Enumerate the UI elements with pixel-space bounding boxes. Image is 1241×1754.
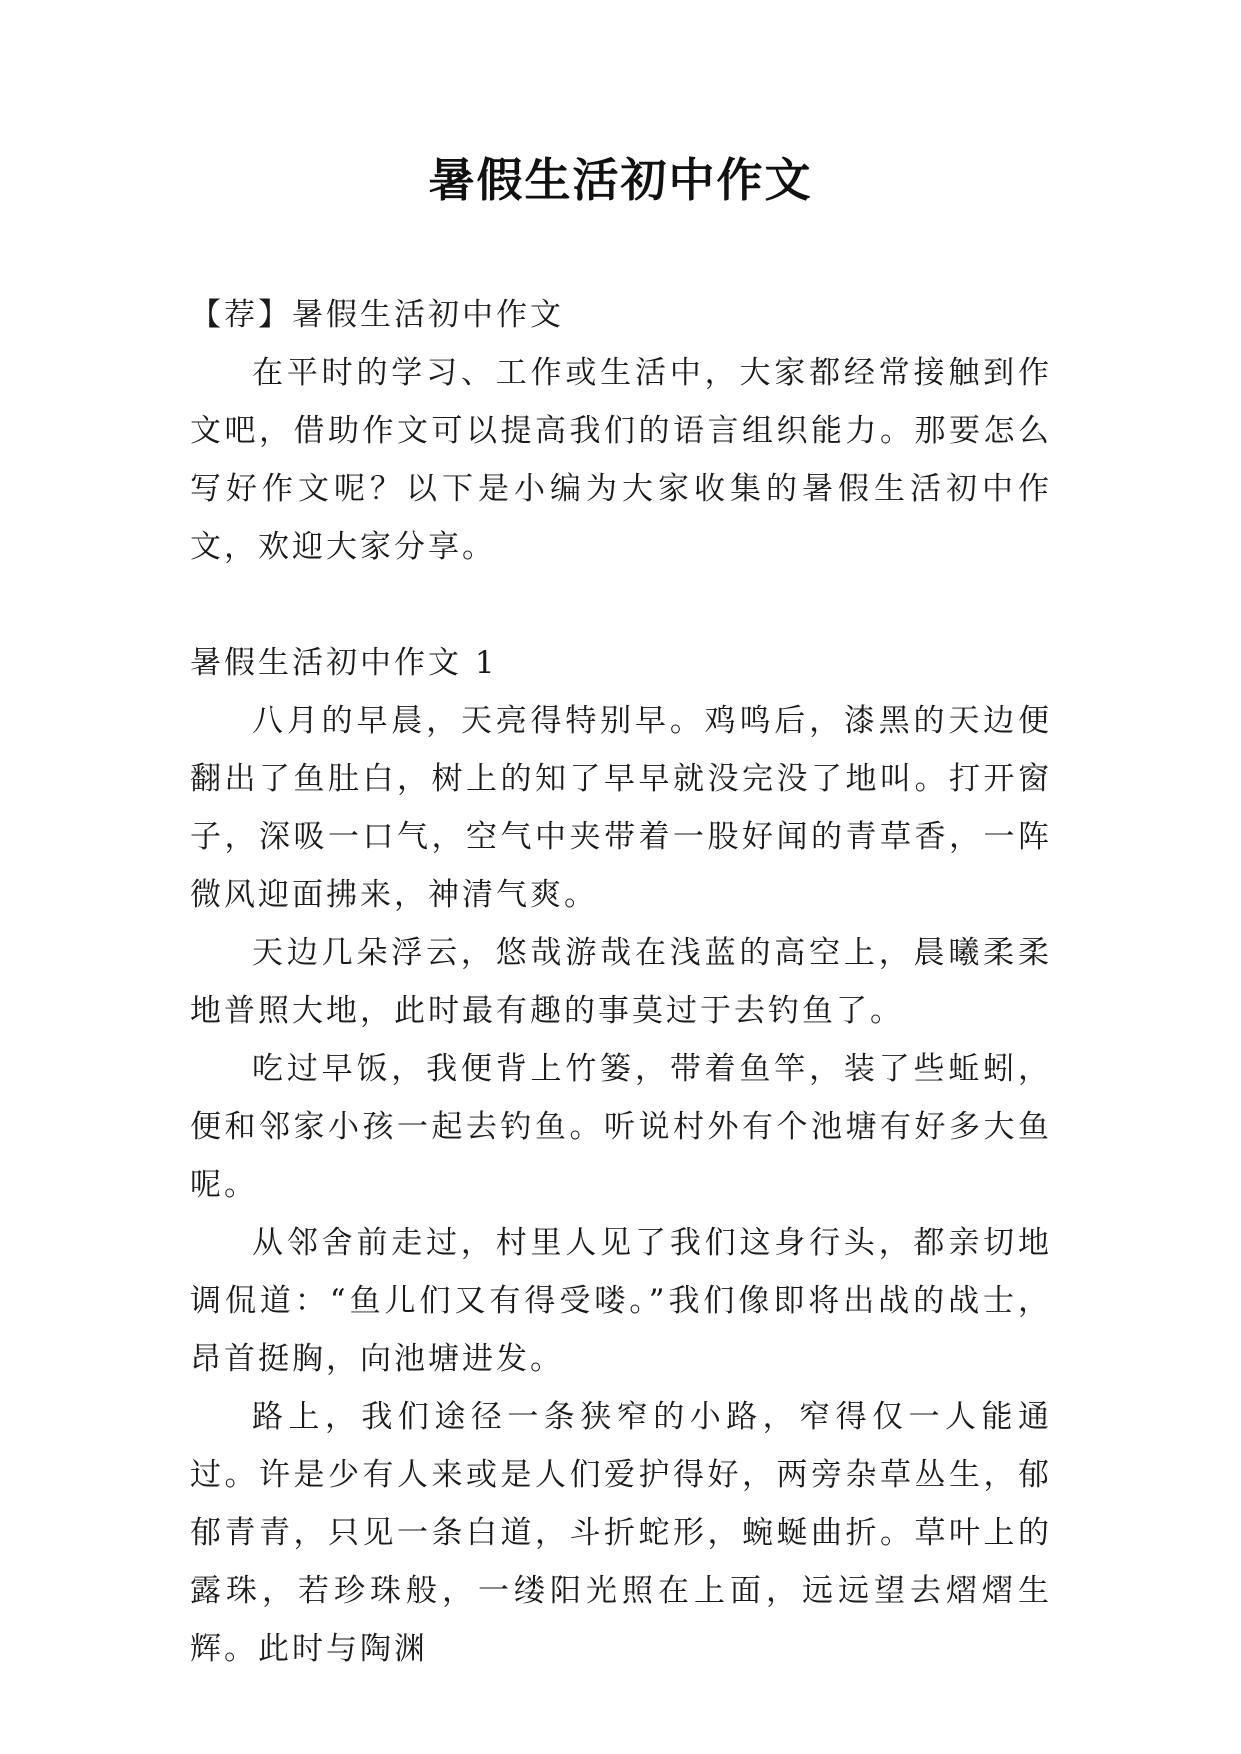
- document-body: [190, 286, 1052, 1678]
- body-paragraph: 天边几朵浮云，悠哉游哉在浅蓝的高空上，晨曦柔柔地普照大地，此时最有趣的事莫过于去钓鱼了。: [190, 935, 1052, 1029]
- body-paragraph: 吃过早饭，我便背上竹篓，带着鱼竿，装了些蚯蚓，便和邻家小孩一起去钓鱼。听说村外有个池塘有好多大鱼呢。: [190, 1051, 1052, 1203]
- body-paragraph: 八月的早晨，天亮得特别早。鸡鸣后，漆黑的天边便翻出了鱼肚白，树上的知了早早就没完没了地叫。打开窗子，深吸一口气，空气中夹带着一股好闻的青草香，一阵微风迎面拂来，神清气爽。: [190, 703, 1052, 913]
- document-title: 暑假生活初中作文: [428, 153, 813, 207]
- intro-paragraph: 在平时的学习、工作或生活中，大家都经常接触到作文吧，借助作文可以提高我们的语言组织能力。那要怎么写好作文呢？以下是小编为大家收集的暑假生活初中作文，欢迎大家分享。: [190, 355, 1052, 565]
- body-paragraph: 路上，我们途径一条狭窄的小路，窄得仅一人能通过。许是少有人来或是人们爱护得好，两旁杂草丛生，郁郁青青，只见一条白道，斗折蛇形，蜿蜒曲折。草叶上的露珠，若珍珠般，一缕阳光照在上面，远远望去熠熠生辉。此时与陶渊: [190, 1399, 1052, 1667]
- recommend-heading: 【荐】暑假生活初中作文: [190, 297, 564, 333]
- essay-subtitle: 暑假生活初中作文 1: [190, 645, 498, 681]
- body-paragraph: 从邻舍前走过，村里人见了我们这身行头，都亲切地调侃道：“鱼儿们又有得受喽。”我们像即将出战的战士，昂首挺胸，向池塘进发。: [190, 1225, 1052, 1377]
